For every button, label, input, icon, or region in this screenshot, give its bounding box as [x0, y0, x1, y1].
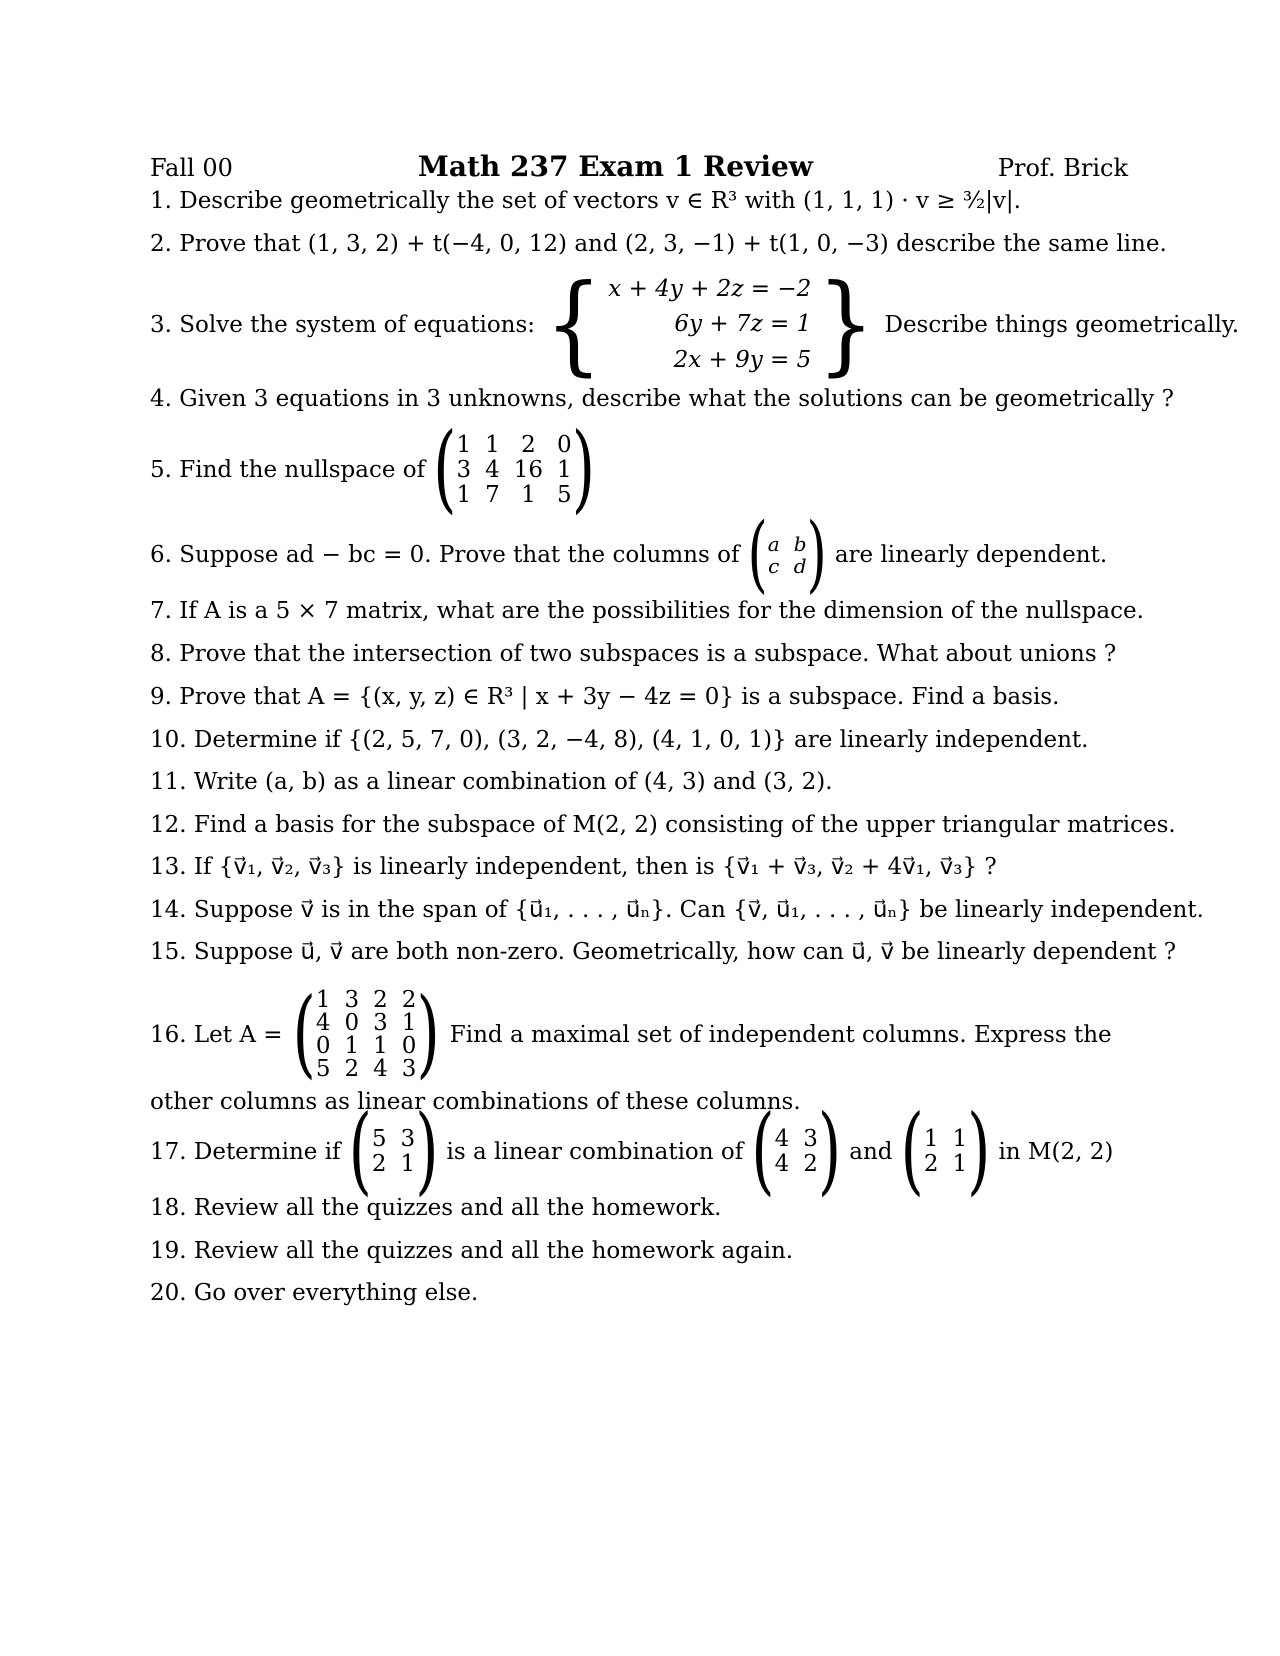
question-4: 4. Given 3 equations in 3 unknowns, describe what the solutions can be geometrically ?: [150, 386, 1174, 412]
question-20: 20. Go over everything else.: [150, 1280, 479, 1306]
question-10: 10. Determine if {(2, 5, 7, 0), (3, 2, −4, 8), (4, 1, 0, 1)} are linearly independent.: [150, 727, 1089, 753]
matrix-11-21-cell: 2: [923, 1150, 939, 1177]
abcd-matrix-cell: c: [768, 554, 780, 578]
matrix-43-42-cell: 4: [774, 1125, 790, 1152]
equation-1: x + 4y + 2z = −2: [608, 275, 812, 302]
question-3-lead: 3. Solve the system of equations:: [150, 311, 536, 338]
matrix-a-cell: 4: [315, 1010, 331, 1036]
nullspace-matrix-cell: 2: [521, 431, 536, 458]
instructor-label: Prof. Brick: [997, 154, 1128, 182]
matrix-53-21-cell: 1: [400, 1150, 416, 1177]
question-8: 8. Prove that the intersection of two subspaces is a subspace. What about unions ?: [150, 641, 1117, 667]
matrix-a-cell: 5: [315, 1056, 331, 1082]
question-13: 13. If {v⃗₁, v⃗₂, v⃗₃} is linearly independent, then is {v⃗₁ + v⃗₃, v⃗₂ + 4v⃗₁, v⃗₃} ?: [150, 854, 997, 880]
matrix-a-cell: 3: [401, 1056, 417, 1082]
nullspace-matrix-cell: 0: [557, 431, 572, 458]
question-16: [150, 977, 1112, 1090]
right-brace: }: [817, 261, 875, 388]
matrix-a-cell: 3: [344, 987, 360, 1013]
matrix-a-cell: 1: [315, 987, 331, 1013]
equation-2: 6y + 7z = 1: [674, 311, 812, 338]
question-7: 7. If A is a 5 × 7 matrix, what are the possibilities for the dimension of the nullspace.: [150, 598, 1144, 624]
matrix-a-cell: 2: [373, 987, 388, 1013]
semester-label: Fall 00: [150, 154, 233, 182]
question-11: 11. Write (a, b) as a linear combination of (4, 3) and (3, 2).: [150, 769, 833, 795]
nullspace-matrix-cell: 3: [456, 456, 472, 483]
matrix-a: ( 1 3 2 2 4 0 3 1 0 1 1 0 5 2 4 3 ): [292, 977, 440, 1090]
question-17-mid: is a linear combination of: [446, 1138, 744, 1165]
question-3: [150, 261, 1240, 388]
question-6-tail: are linearly dependent.: [834, 541, 1108, 568]
matrix-a-cell: 0: [344, 1010, 360, 1036]
nullspace-matrix-cell: 1: [456, 431, 472, 458]
matrix-53-21-cell: 5: [371, 1125, 387, 1152]
abcd-matrix: ( a b c d ): [747, 507, 827, 603]
matrix-a-cell: 2: [401, 987, 417, 1013]
matrix-43-42-cell: 4: [774, 1150, 790, 1177]
matrix-a-cell: 0: [401, 1033, 417, 1059]
nullspace-matrix-cell: 1: [521, 481, 536, 508]
matrix-53-21-cell: 2: [371, 1150, 387, 1177]
matrix-43-42: ( 4 3 4 2 ): [751, 1094, 842, 1207]
nullspace-matrix-cell: 4: [485, 456, 500, 483]
abcd-matrix-cell: a: [767, 532, 780, 556]
question-16-tail: Find a maximal set of independent columns. Express the: [449, 1021, 1112, 1048]
question-5: [150, 412, 596, 525]
matrix-11-21-cell: 1: [952, 1150, 968, 1177]
nullspace-matrix-cell: 1: [557, 456, 572, 483]
question-1: 1. Describe geometrically the set of vectors v ∈ R³ with (1, 1, 1) · v ≥ ³⁄₂|v|.: [150, 188, 1021, 214]
matrix-53-21-cell: 3: [400, 1125, 416, 1152]
question-14: 14. Suppose v⃗ is in the span of {u⃗₁, . . . , u⃗ₙ}. Can {v⃗, u⃗₁, . . . , u⃗ₙ} be linearly independent.: [150, 897, 1204, 923]
page-title: Math 237 Exam 1 Review: [417, 150, 813, 183]
equation-3: 2x + 9y = 5: [673, 346, 812, 373]
question-16-lead: 16. Let A =: [150, 1021, 283, 1048]
question-17-and: and: [849, 1138, 893, 1165]
nullspace-matrix-cell: 1: [485, 431, 500, 458]
question-17-lead: 17. Determine if: [150, 1138, 341, 1165]
question-2: 2. Prove that (1, 3, 2) + t(−4, 0, 12) and (2, 3, −1) + t(1, 0, −3) describe the same line.: [150, 231, 1167, 257]
page-header: [150, 150, 1128, 183]
matrix-43-42-cell: 2: [803, 1150, 818, 1177]
matrix-a-cell: 0: [315, 1033, 331, 1059]
matrix-a-cell: 1: [344, 1033, 360, 1059]
question-6-lead: 6. Suppose ad − bc = 0. Prove that the columns of: [150, 541, 740, 568]
question-12: 12. Find a basis for the subspace of M(2, 2) consisting of the upper triangular matrices.: [150, 812, 1176, 838]
matrix-a-cell: 1: [401, 1010, 417, 1036]
matrix-11-21-cell: 1: [952, 1125, 968, 1152]
question-5-lead: 5. Find the nullspace of: [150, 456, 426, 483]
matrix-53-21: ( 5 3 2 1 ): [348, 1094, 439, 1207]
question-19: 19. Review all the quizzes and all the homework again.: [150, 1238, 794, 1264]
nullspace-matrix-cell: 1: [456, 481, 472, 508]
question-15: 15. Suppose u⃗, v⃗ are both non-zero. Geometrically, how can u⃗, v⃗ be linearly dependent ?: [150, 939, 1177, 965]
nullspace-matrix-cell: 7: [485, 481, 500, 508]
question-9: 9. Prove that A = {(x, y, z) ∈ R³ | x + 3y − 4z = 0} is a subspace. Find a basis.: [150, 684, 1060, 710]
matrix-a-cell: 3: [373, 1010, 388, 1036]
question-6: [150, 507, 1108, 603]
left-brace: {: [545, 261, 603, 388]
abcd-matrix-cell: b: [793, 532, 807, 556]
matrix-11-21-cell: 1: [923, 1125, 939, 1152]
matrix-43-42-cell: 3: [803, 1125, 818, 1152]
question-16-continuation: other columns as linear combinations of these columns.: [150, 1089, 801, 1115]
matrix-11-21: ( 1 1 2 1 ): [900, 1094, 991, 1207]
question-18: 18. Review all the quizzes and all the homework.: [150, 1195, 722, 1221]
equation-system: [608, 272, 811, 379]
matrix-a-cell: 4: [373, 1056, 388, 1082]
matrix-a-cell: 2: [344, 1056, 360, 1082]
matrix-a-cell: 1: [373, 1033, 388, 1059]
question-3-tail: Describe things geometrically.: [884, 311, 1240, 338]
question-17-tail: in M(2, 2): [998, 1138, 1114, 1165]
nullspace-matrix-cell: 16: [513, 456, 544, 483]
abcd-matrix-cell: d: [793, 554, 807, 578]
nullspace-matrix-cell: 5: [557, 481, 572, 508]
nullspace-matrix: ( 1 1 2 0 3 4 16 1 1 7 1 5 ): [433, 412, 596, 525]
